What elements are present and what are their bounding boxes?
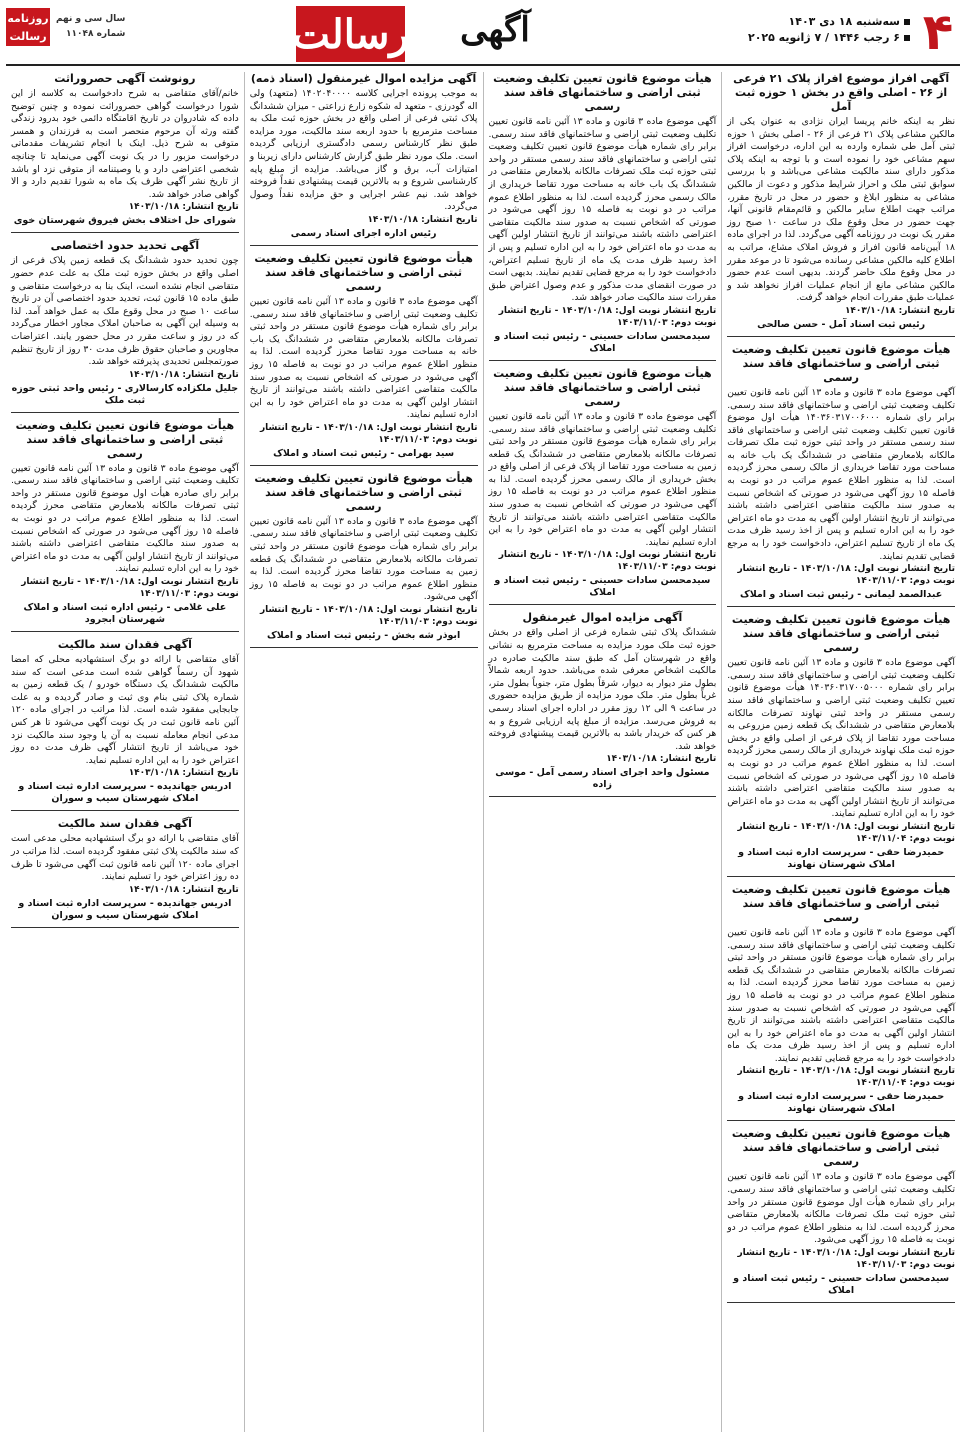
ad-signature: سیدمحسن سادات حسینی - رئیس ثبت اسناد و املاک: [494, 575, 711, 599]
ad-publish-dates: تاریخ انتشار: ۱۴۰۳/۱۰/۱۸: [128, 369, 239, 380]
ad-notice: [11, 817, 239, 927]
ad-notice: [727, 72, 955, 337]
ad-signature: سید بهرامی - رئیس ثبت اسناد و املاک: [273, 447, 455, 459]
mini-brand: [6, 8, 126, 62]
ad-body: آگهی موضوع ماده ۳ قانون و ماده ۱۳ آئین نامه قانون تعیین تکلیف وضعیت ثبتی اراضی و ساختمانهای فاقد سند رسمی. برابر رای شماره ۱۴۰۳۶۰۳۱۷۰۰۶۰۰۰ هیأت اول موضوع قانون تعیین تکلیف وضعیت ثبتی اراضی و ساختمانهای فاقد سند رسمی مستقر در واحد ثبتی حوزه ثبت ملک تصرفات مالکانه بلامعارض متقاضی در ششدانگ یک باب خانه به مساحت مورد تقاضا خریداری از مالک رسمی محرز گردیده است. لذا به منظور اطلاع عموم مراتب در دو نوبت به فاصله ۱۵ روز آگهی می‌شود در صورتی که اشخاص نسبت به صدور سند مالکیت متقاضی اعتراضی داشته باشند می‌توانند از تاریخ انتشار اولین آگهی به مدت دو ماه اعتراض خود را به این اداره تسلیم و پس از اخذ رسید ظرف مدت یک ماه از تاریخ تسلیم اعتراض، دادخواست خود را به مرجع قضایی تقدیم نمایند.: [727, 386, 955, 562]
ad-signature: ادریس جهاندیده - سرپرست اداره ثبت اسناد و املاک شهرستان سیب و سوران: [18, 897, 232, 921]
ad-notice: [250, 472, 478, 648]
ad-body: به موجب پرونده اجرایی کلاسه ۱۴۰۲۰۴۰۰۰۰ (متعهد) ولی اله گودرزی - متعهد له شکوه زارع زراعتی - میزان ششدانگ پلاک ثبتی فرعی از اصلی واقع در بخش حوزه ثبت ملک به مساحت مترمربع با حدود اربعه سند مالکیت، مورد مزایده طبق نظر کارشناس رسمی دادگستری ارزیابی گردیده است. ملک مورد نظر طبق گزارش کارشناس دارای زیربنا و امتیازات آب، برق و گاز می‌باشد. مزایده از مبلغ پایه کارشناسی شروع و به بالاترین قیمت پیشنهادی نقداً فروخته خواهد شد. نیم عشر اجرایی و حق مزایده نقداً وصول می‌گردد.: [249, 88, 478, 213]
ad-notice: [250, 72, 478, 246]
ad-title: آگهی تحدید حدود اختصاصی: [50, 239, 200, 253]
ad-title: رونوشت آگهی حصروراثت: [54, 72, 196, 85]
ad-signature: سیدمحسن سادات حسینی - رئیس ثبت اسناد و املاک: [494, 330, 711, 354]
ads-column-3: [244, 72, 483, 1432]
ad-signature: علی غلامی - رئیس اداره ثبت اسناد و املاک شهرستان ابجرود: [23, 602, 227, 626]
ad-title: هیأت موضوع قانون تعیین تکلیف وضعیت ثبتی اراضی و ساختمانهای فاقد سند رسمی: [493, 366, 712, 408]
page-number: ۴: [922, 3, 954, 61]
ad-title: آگهی افراز موضوع افراز پلاک ۲۱ فرعی از ۲۶ - اصلی واقع در بخش ۱ حوزه ثبت آمل: [733, 72, 950, 113]
ad-body: آگهی موضوع ماده ۳ قانون و ماده ۱۳ آئین نامه قانون تعیین تکلیف وضعیت ثبتی اراضی و ساختمانهای فاقد سند رسمی. برابر رای شماره هیأت موضوع قانون مستقر در واحد ثبتی تصرفات مالکانه بلامعارض متقاضی در ششدانگ یک قطعه زمین به مساحت مورد تقاضا محرز گردیده است. لذا به منظور اطلاع عموم مراتب در دو نوبت به فاصله ۱۵ روز آگهی می‌شود در صورتی که اشخاص نسبت به صدور سند مالکیت متقاضی اعتراضی داشته باشند می‌توانند از تاریخ انتشار اولین آگهی به مدت دو ماه اعتراض خود را به این اداره تسلیم و پس از اخذ رسید ظرف مدت یک ماه دادخواست خود را به مرجع قضایی تقدیم نمایند.: [727, 926, 955, 1064]
ad-notice: [727, 1127, 955, 1303]
ad-body: چون تحدید حدود ششدانگ یک قطعه زمین پلاک فرعی از اصلی واقع در بخش حوزه ثبت ملک به علت عدم حضور متقاضی انجام نشده است، اینک بنا به درخواست متقاضی و طبق ماده ۱۵ قانون ثبت، تحدید حدود اختصاصی آن در تاریخ ساعت ۱۰ صبح در محل وقوع ملک به عمل خواهد آمد. لذا به وسیله این آگهی به صاحبان املاک مجاور اخطار می‌گردد که در روز و ساعت مقرر در محل حضور یابند. اعتراضات مجاورین و صاحبان حقوق ظرف مدت ۳۰ روز از تاریخ تنظیم صورتمجلس تحدیدی پذیرفته خواهد شد.: [11, 255, 239, 368]
ads-columns: [6, 72, 960, 1432]
ad-title: آگهی فقدان سند مالکیت: [57, 638, 192, 652]
ad-body: ششدانگ پلاک ثبتی شماره فرعی از اصلی واقع در بخش حوزه ثبت ملک مورد مزایده به مساحت مترمربع به نشانی واقع در شهرستان آمل که طبق سند مالکیت صادره در مالکیت اشخاص معرفی شده می‌باشد. حدود اربعه شمالاً بطول متر دیوار به دیوار، شرقاً بطول متر، جنوباً بطول متر، غرباً بطول متر. ملک مورد مزایده از طریق مزایده حضوری در ساعت ۹ الی ۱۲ روز مقرر در اداره اجرای اسناد رسمی به فروش می‌رسد. مزایده از مبلغ پایه ارزیابی شروع و به هر کس که خریدار باشد به بالاترین قیمت پیشنهادی فروخته خواهد شد.: [488, 627, 717, 752]
ad-body: آگهی موضوع ماده ۳ قانون و ماده ۱۳ آئین نامه قانون تعیین تکلیف وضعیت ثبتی اراضی و ساختمانهای فاقد سند رسمی. برابر رای شماره هیأت موضوع قانون تعیین تکلیف وضعیت ثبتی اراضی و ساختمانهای فاقد سند رسمی مستقر در واحد ثبتی حوزه ثبت ملک تصرفات مالکانه بلامعارض متقاضی در ششدانگ یک باب خانه به مساحت مورد تقاضا خریداری از مالک رسمی محرز گردیده است. لذا به منظور اطلاع عموم مراتب در دو نوبت به فاصله ۱۵ روز آگهی می‌شود در صورتی که اشخاص نسبت به صدور سند مالکیت متقاضی اعتراضی داشته باشند می‌توانند از تاریخ انتشار اولین آگهی به مدت دو ماه اعتراض خود را به این اداره تسلیم و پس از اخذ رسید ظرف مدت یک ماه از تاریخ تسلیم اعتراض، دادخواست خود را به مرجع قضایی تقدیم نمایند. بدیهی است در صورت انقضای مدت مذکور و عدم وصول اعتراض طبق مقررات سند مالکیت صادر خواهد شد.: [488, 116, 717, 304]
ad-publish-dates: تاریخ انتشار: ۱۴۰۳/۱۰/۱۸: [128, 202, 239, 213]
ad-notice: [727, 613, 955, 877]
masthead: [6, 3, 960, 66]
ad-notice: [489, 367, 717, 606]
ad-signature: شورای حل اختلاف بخش فیروق شهرستان خوی: [13, 215, 237, 227]
ad-publish-dates: تاریخ انتشار نوبت اول: ۱۴۰۳/۱۰/۱۸ - تاریخ انتشار نوبت دوم: ۱۴۰۳/۱۱/۰۳: [498, 550, 717, 573]
ad-publish-dates: تاریخ انتشار: ۱۴۰۳/۱۰/۱۸: [128, 884, 239, 895]
issue-number: شماره ۱۱۰۴۸: [66, 29, 126, 39]
ad-notice: [727, 883, 955, 1122]
ad-signature: ابوذر شه بخش - رئیس ثبت اسناد و املاک: [267, 630, 461, 642]
ad-notice: [11, 72, 239, 233]
ad-title: هیأت موضوع قانون تعیین تکلیف وضعیت ثبتی اراضی و ساختمانهای فاقد سند رسمی: [731, 1127, 951, 1169]
year-label: سال سی و نهم: [56, 14, 126, 24]
ad-title: هیأت موضوع قانون تعیین تکلیف وضعیت ثبتی اراضی و ساختمانهای فاقد سند رسمی: [731, 613, 951, 655]
ad-body: آگهی موضوع ماده ۳ قانون و ماده ۱۳ آئین نامه قانون تعیین تکلیف وضعیت ثبتی اراضی و ساختمانهای فاقد سند رسمی. برابر رای شماره هیأت موضوع قانون مستقر در واحد ثبتی تصرفات مالکانه بلامعارض متقاضی در ششدانگ یک قطعه زمین به مساحت مورد تقاضا محرز گردیده است. لذا به منظور اطلاع عموم مراتب در دو نوبت به فاصله ۱۵ روز آگهی می‌شود.: [249, 515, 478, 603]
ad-body: آقای متقاضی با ارائه دو برگ استشهادیه محلی که امضا شهود آن رسماً گواهی شده است مدعی است که سند مالکیت ششدانگ یک دستگاه خودرو / یک قطعه زمین به شماره پلاک ثبتی بنام وی ثبت و صادر گردیده و به علت جابجایی مفقود شده است. لذا مراتب در اجرای ماده ۱۲۰ آئین نامه قانون ثبت در یک نوبت آگهی می‌شود تا هر کس مدعی انجام معامله نسبت به آن یا وجود سند مالکیت نزد خود می‌باشد از تاریخ انتشار آگهی ظرف مدت ده روز اعتراض خود را به این اداره تسلیم نماید.: [11, 654, 239, 766]
ad-title: آگهی مزایده اموال غیرمنقول: [522, 611, 683, 625]
ad-notice: [727, 343, 955, 607]
ad-signature: جلیل ملکزاده کارسالاری - رئیس واحد ثبتی حوزه ثبت ملک: [11, 382, 239, 406]
ad-notice: [11, 419, 239, 632]
brand-banner: [292, 6, 409, 62]
ads-column-2: [483, 72, 722, 1432]
ad-publish-dates: تاریخ انتشار: ۱۴۰۳/۱۰/۱۸: [367, 214, 478, 225]
ad-publish-dates: تاریخ انتشار نوبت اول: ۱۴۰۳/۱۰/۱۸ - تاریخ انتشار نوبت دوم: ۱۴۰۳/۱۱/۰۴: [737, 1066, 955, 1089]
ad-body: آقای متقاضی با ارائه دو برگ استشهادیه محلی مدعی است که سند مالکیت پلاک ثبتی مفقود گردیده است. لذا مراتب در اجرای ماده ۱۲۰ آئین نامه قانون ثبت آگهی می‌شود تا ظرف ده روز اعتراض خود را تسلیم نمایند.: [11, 833, 239, 883]
ads-column-1: [721, 72, 960, 1432]
ad-title: هیأت موضوع قانون تعیین تکلیف وضعیت ثبتی اراضی و ساختمانهای فاقد سند رسمی: [731, 882, 951, 924]
ad-notice: [11, 239, 239, 412]
ad-signature: رئیس ثبت اسناد آمل - حسن صالحی: [757, 318, 926, 330]
issue-dates: [710, 14, 910, 46]
ad-publish-dates: تاریخ انتشار نوبت اول: ۱۴۰۳/۱۰/۱۸ - تاریخ انتشار نوبت دوم: ۱۴۰۳/۱۱/۰۴: [737, 821, 955, 844]
ad-body: خانم/آقای متقاضی به شرح دادخواست به کلاسه از این شورا درخواست گواهی حصروراثت نموده و چنین توضیح داده که شادروان در تاریخ اقامتگاه دائمی خود بدرود زندگی گفته ورثه آن مرحوم منحصر است به فرزندان و همسر متوفی به شرح ذیل. اینک با انجام تشریفات مقدماتی درخواست مزبور را در یک نوبت آگهی می‌نماید تا چنانچه شخصی اعتراضی دارد و یا وصیتنامه از متوفی نزد او باشد از تاریخ نشر آگهی ظرف یک ماه به شورا تقدیم دارد و الا گواهی صادر خواهد شد.: [11, 88, 239, 200]
ad-publish-dates: تاریخ انتشار: ۱۴۰۳/۱۰/۱۸: [606, 754, 717, 765]
ad-title: هیأت موضوع قانون تعیین تکلیف وضعیت ثبتی اراضی و ساختمانهای فاقد سند رسمی: [493, 72, 712, 113]
ad-title: هیأت موضوع قانون تعیین تکلیف وضعیت ثبتی اراضی و ساختمانهای فاقد سند رسمی: [254, 471, 473, 513]
brand-logo: رسالت: [292, 10, 409, 58]
ad-body: آگهی موضوع ماده ۳ قانون و ماده ۱۳ آئین نامه قانون تعیین تکلیف وضعیت ثبتی اراضی و ساختمانهای فاقد سند رسمی. برابر رای شماره هیأت موضوع قانون مستقر در واحد ثبتی تصرفات مالکانه بلامعارض متقاضی در ششدانگ یک باب خانه به مساحت مورد تقاضا محرز گردیده است. لذا به منظور اطلاع عموم مراتب در دو نوبت به فاصله ۱۵ روز آگهی می‌شود در صورتی که اشخاص نسبت به صدور سند مالکیت متقاضی اعتراضی داشته باشند می‌توانند از تاریخ انتشار اولین آگهی به مدت دو ماه اعتراض خود را به این اداره تسلیم نمایند.: [249, 295, 478, 421]
ad-title: آگهی مزایده اموال غیرمنقول (اسناد ذمه): [250, 72, 477, 85]
ad-notice: [489, 72, 717, 361]
ad-body: نظر به اینکه خانم پریسا ایران نژادی به عنوان یکی از مالکین مشاعی پلاک ۲۱ فرعی از ۲۶ - اصلی بخش ۱ حوزه ثبتی آمل طی شماره وارده به این اداره، درخواست افراز سهم مشاعی خود را نموده است و با توجه به اینکه پلاک مذکور دارای سند مالکیت مشاعی می‌باشد و با بررسی سوابق ثبتی ملک و احراز شرایط مذکور و دعوت از مالکین مشاعی به منظور ابلاغ و حضور در محل در تاریخ مقرر، مراتب جهت اطلاع سایر مالکین و قائم‌مقام قانونی آنها، جهت حضور در محل وقوع ملک در ساعت ۱۰ صبح روز مقرر یک نوبت در روزنامه آگهی می‌گردد. لذا در اجرای ماده ۱۸ آیین‌نامه قانون افراز و فروش املاک مشاع، مراتب به اطلاع کلیه مالکین مشاعی رسانده می‌شود تا در موعد مقرر در محل وقوع ملک حاضر گردند. بدیهی است عدم حضور مالکین مشاعی مانع از انجام عملیات افراز نخواهد شد و عملیات طبق مقررات انجام خواهد گرفت.: [727, 116, 956, 304]
ad-publish-dates: تاریخ انتشار نوبت اول: ۱۴۰۳/۱۰/۱۸ - تاریخ انتشار نوبت دوم: ۱۴۰۳/۱۱/۰۳: [737, 564, 955, 587]
ad-body: آگهی موضوع ماده ۳ قانون و ماده ۱۳ آئین نامه قانون تعیین تکلیف وضعیت ثبتی اراضی و ساختمانهای فاقد سند رسمی. برابر رای صادره هیأت اول موضوع قانون مستقر در واحد ثبتی تصرفات مالکانه بلامعارض متقاضی محرز گردیده است. لذا به منظور اطلاع عموم مراتب در دو نوبت به فاصله ۱۵ روز آگهی می‌شود در صورتی که اشخاص نسبت به صدور سند مالکیت متقاضی اعتراضی داشته باشند می‌توانند از تاریخ انتشار اولین آگهی به مدت دو ماه اعتراض خود را به این اداره تسلیم نمایند.: [11, 462, 239, 575]
ad-signature: رئیس اداره اجرای اسناد رسمی: [290, 227, 437, 239]
ad-title: هیأت موضوع قانون تعیین تکلیف وضعیت ثبتی اراضی و ساختمانهای فاقد سند رسمی: [731, 342, 951, 384]
bullet-icon: [904, 35, 910, 41]
ad-publish-dates: تاریخ انتشار نوبت اول: ۱۴۰۳/۱۰/۱۸ - تاریخ انتشار نوبت دوم: ۱۴۰۳/۱۱/۰۳: [498, 305, 717, 328]
ad-title: هیأت موضوع قانون تعیین تکلیف وضعیت ثبتی اراضی و ساختمانهای فاقد سند رسمی: [15, 418, 235, 460]
ad-signature: سیدمحسن سادات حسینی - رئیس ثبت اسناد و املاک: [733, 1273, 950, 1297]
ad-publish-dates: تاریخ انتشار نوبت اول: ۱۴۰۳/۱۰/۱۸ - تاریخ انتشار نوبت دوم: ۱۴۰۳/۱۱/۰۳: [259, 422, 478, 445]
ad-signature: مسئول واحد اجرای اسناد رسمی آمل - موسی زاده: [495, 767, 710, 791]
bullet-icon: [904, 19, 910, 25]
ad-publish-dates: تاریخ انتشار: ۱۴۰۳/۱۰/۱۸: [128, 768, 239, 779]
section-title: آگهی: [460, 10, 530, 50]
ads-column-4: [6, 72, 244, 1432]
ad-notice: [11, 638, 239, 811]
mini-logo-icon: روزنامه رسالت: [6, 8, 50, 46]
ad-body: آگهی موضوع ماده ۳ قانون و ماده ۱۳ آئین نامه قانون تعیین تکلیف وضعیت ثبتی اراضی و ساختمانهای فاقد سند رسمی. برابر رای شماره هیأت موضوع قانون مستقر در واحد ثبتی تصرفات مالکانه بلامعارض متقاضی در ششدانگ یک قطعه زمین به مساحت مورد تقاضا از پلاک فرعی از اصلی واقع در بخش خریداری از مالک رسمی محرز گردیده است. لذا به منظور اطلاع عموم مراتب در دو نوبت به فاصله ۱۵ روز آگهی می‌شود در صورتی که اشخاص نسبت به صدور سند مالکیت متقاضی اعتراضی داشته باشند می‌توانند از تاریخ انتشار اولین آگهی به مدت دو ماه اعتراض خود را به این اداره تسلیم نمایند.: [488, 410, 717, 548]
ad-notice: [250, 252, 478, 466]
ad-publish-dates: تاریخ انتشار نوبت اول: ۱۴۰۳/۱۰/۱۸ - تاریخ انتشار نوبت دوم: ۱۴۰۳/۱۱/۰۳: [21, 577, 239, 600]
ad-title: هیأت موضوع قانون تعیین تکلیف وضعیت ثبتی اراضی و ساختمانهای فاقد سند رسمی: [254, 251, 473, 293]
ad-signature: عبدالصمد لیمانی - رئیس ثبت اسناد و املاک: [739, 589, 943, 601]
ad-publish-dates: تاریخ انتشار: ۱۴۰۳/۱۰/۱۸: [844, 305, 955, 316]
ad-publish-dates: تاریخ انتشار نوبت اول: ۱۴۰۳/۱۰/۱۸ - تاریخ انتشار نوبت دوم: ۱۴۰۳/۱۱/۰۳: [737, 1248, 955, 1271]
date-line-1: سه‌شنبه ۱۸ دی ۱۴۰۳: [788, 15, 900, 28]
date-line-2: ۶ رجب ۱۴۴۶ / ۷ ژانویه ۲۰۲۵: [747, 31, 900, 44]
ad-signature: حمیدرضا حقی - سرپرست اداره ثبت اسناد و املاک شهرستان نهاوند: [738, 846, 945, 870]
ad-body: آگهی موضوع ماده ۳ قانون و ماده ۱۳ آئین نامه قانون تعیین تکلیف وضعیت ثبتی اراضی و ساختمانهای فاقد سند رسمی. برابر رای شماره هیأت اول موضوع قانون مستقر در واحد ثبتی حوزه ثبت ملک تصرفات مالکانه بلامعارض متقاضی محرز گردیده است. لذا به منظور اطلاع عموم مراتب در دو نوبت به فاصله ۱۵ روز آگهی می‌شود.: [727, 1171, 955, 1246]
ad-signature: ادریس جهاندیده - سرپرست اداره ثبت اسناد و املاک شهرستان سیب و سوران: [18, 781, 232, 805]
ad-title: آگهی فقدان سند مالکیت: [57, 817, 192, 831]
ad-notice: [489, 611, 717, 797]
ad-body: آگهی موضوع ماده ۳ قانون و ماده ۱۳ آئین نامه قانون تعیین تکلیف وضعیت ثبتی اراضی و ساختمانهای فاقد سند رسمی. برابر رای شماره ۱۴۰۳۶۰۳۱۷۰۰۵۰۰۰ هیأت موضوع قانون تعیین تکلیف وضعیت ثبتی اراضی و ساختمانهای فاقد سند رسمی مستقر در واحد ثبتی نهاوند تصرفات مالکانه بلامعارض متقاضی در ششدانگ یک قطعه زمین مزروعی به مساحت مورد تقاضا از پلاک فرعی از اصلی واقع در بخش حوزه ثبت ملک نهاوند خریداری از مالک رسمی محرز گردیده است. لذا به منظور اطلاع عموم مراتب در دو نوبت به فاصله ۱۵ روز آگهی می‌شود در صورتی که اشخاص نسبت به صدور سند مالکیت متقاضی اعتراضی داشته باشند می‌توانند از تاریخ انتشار اولین آگهی به مدت دو ماه اعتراض خود را به این اداره تسلیم نمایند.: [727, 657, 955, 820]
ad-signature: حمیدرضا حقی - سرپرست اداره ثبت اسناد و املاک شهرستان نهاوند: [738, 1091, 945, 1115]
ad-publish-dates: تاریخ انتشار نوبت اول: ۱۴۰۳/۱۰/۱۸ - تاریخ انتشار نوبت دوم: ۱۴۰۳/۱۱/۰۳: [259, 605, 478, 628]
